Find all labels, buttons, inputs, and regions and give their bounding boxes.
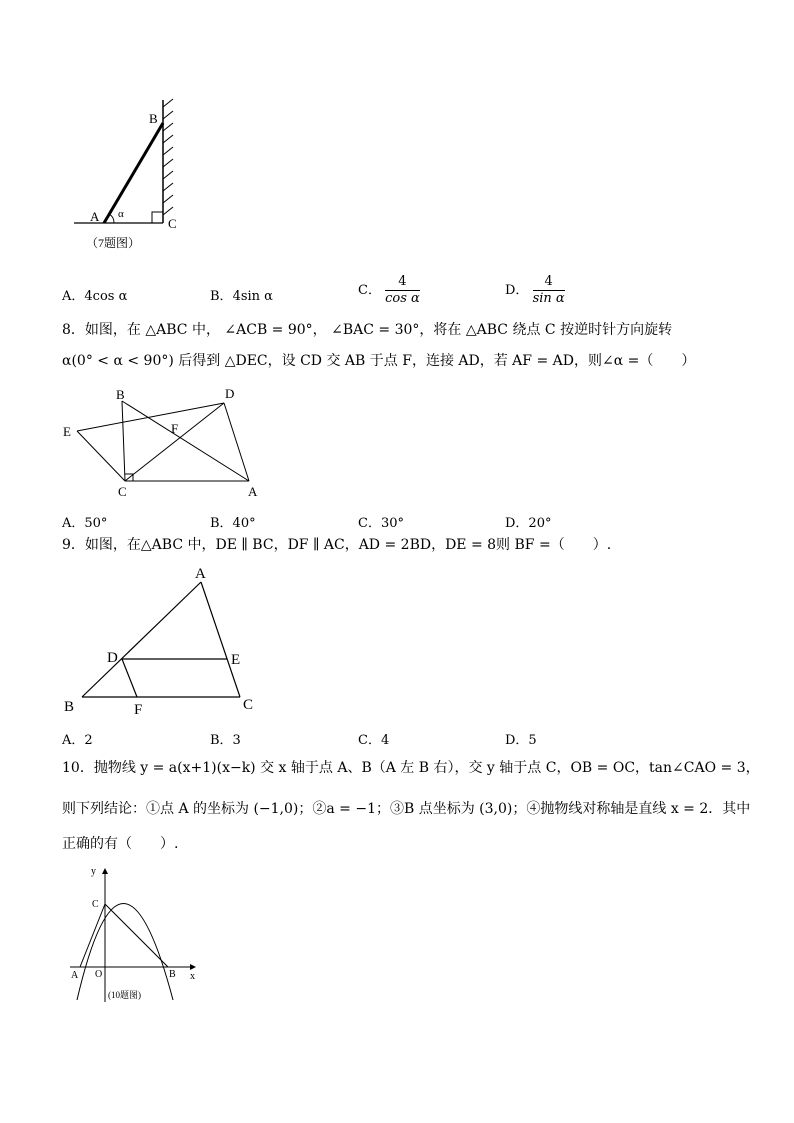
q9-stem: 9．如图，在△ABC 中，DE ∥ BC，DF ∥ AC，AD = 2BD，DE = 8则 BF =（ ）. bbox=[62, 537, 612, 553]
label-B: B bbox=[116, 387, 125, 402]
q8-stem-line2: α(0° < α < 90°) 后得到 △DEC，设 CD 交 AB 于点 F，连接 AD，若 AF = AD，则∠α =（ ） bbox=[62, 353, 696, 369]
fraction: $\frac{4}{\text{sin α}}$ bbox=[532, 274, 565, 306]
q8-option-a[interactable]: A．50° bbox=[62, 516, 108, 531]
q10-stem-line1: 10．抛物线 y = a(x+1)(x−k) 交 x 轴于点 A、B（A 左 B 右），交 y 轴于点 C，OB = OC，tan∠CAO = 3， bbox=[62, 760, 760, 776]
label-A: A bbox=[71, 970, 79, 981]
q7-option-b[interactable]: B．4sin α bbox=[210, 289, 273, 304]
q8-option-b[interactable]: B．40° bbox=[210, 516, 256, 531]
label-y: y bbox=[91, 866, 96, 877]
q10-stem-line3: 正确的有（ ）. bbox=[62, 836, 179, 852]
segment-ac bbox=[80, 904, 105, 967]
wall-hatching bbox=[163, 99, 173, 215]
ladder-ab bbox=[104, 123, 163, 223]
label-E: E bbox=[63, 424, 71, 439]
label-F: F bbox=[171, 421, 179, 436]
label-D: D bbox=[107, 650, 118, 666]
label-B: B bbox=[149, 111, 158, 126]
q9-option-b[interactable]: B．3 bbox=[210, 733, 241, 748]
label-D: D bbox=[225, 386, 235, 401]
q8-option-c[interactable]: C．30° bbox=[358, 516, 404, 531]
q8-option-d[interactable]: D．20° bbox=[505, 516, 552, 531]
label-A: A bbox=[90, 209, 100, 224]
q9-option-d[interactable]: D．5 bbox=[505, 733, 537, 748]
q7-option-c[interactable]: C． $\frac{4}{\text{cos α}}$ bbox=[358, 274, 420, 306]
q8-stem-line1: 8．如图，在 △ABC 中， ∠ACB = 90°， ∠BAC = 30°，将在 △ABC 绕点 C 按逆时针方向旋转 bbox=[62, 322, 673, 338]
label-A: A bbox=[248, 484, 258, 499]
parabola-curve bbox=[77, 904, 173, 1001]
fig10-caption: (10题图) bbox=[108, 990, 141, 1000]
figure-q8 bbox=[55, 383, 280, 503]
label-F: F bbox=[134, 702, 143, 718]
q10-stem-line2: 则下列结论：①点 A 的坐标为 (−1,0)；②a = −1；③B 点坐标为 (3,0)；④抛物线对称轴是直线 x = 2．其中 bbox=[62, 801, 751, 817]
label-alpha: α bbox=[118, 208, 124, 220]
label-O: O bbox=[95, 969, 103, 980]
label-B: B bbox=[169, 969, 176, 980]
q7-option-a[interactable]: A．4cos α bbox=[62, 289, 128, 304]
label-x: x bbox=[190, 971, 195, 982]
label-C: C bbox=[118, 484, 127, 499]
x-axis-arrow bbox=[190, 964, 196, 970]
q9-option-c[interactable]: C．4 bbox=[358, 733, 390, 748]
fraction: $\frac{4}{\text{cos α}}$ bbox=[385, 274, 420, 306]
figure-q7 bbox=[60, 95, 200, 260]
right-angle-mark bbox=[152, 212, 163, 223]
q9-option-a[interactable]: A．2 bbox=[62, 733, 93, 748]
label-A: A bbox=[195, 566, 206, 582]
segment-cb bbox=[105, 904, 168, 967]
figure-q9 bbox=[55, 560, 285, 720]
figure-q10 bbox=[62, 860, 207, 1008]
label-C: C bbox=[243, 697, 254, 713]
q7-option-d[interactable]: D． $\frac{4}{\text{sin α}}$ bbox=[505, 274, 565, 306]
label-B: B bbox=[64, 699, 75, 715]
label-C: C bbox=[92, 899, 99, 910]
y-axis-arrow bbox=[102, 868, 108, 874]
fig7-caption: （7题图） bbox=[86, 236, 141, 250]
label-E: E bbox=[231, 652, 241, 668]
label-C: C bbox=[168, 216, 177, 231]
